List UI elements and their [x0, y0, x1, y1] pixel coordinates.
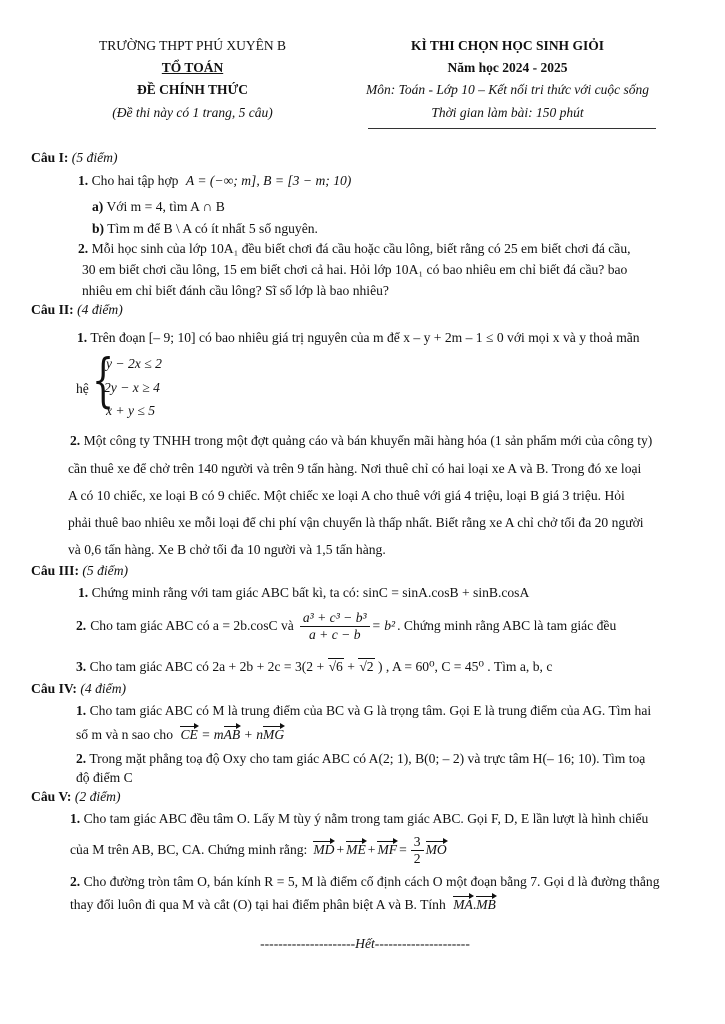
- part-number: 1.: [77, 330, 88, 345]
- set-definition: A = (−∞; m], B = [3 − m; 10): [185, 173, 352, 188]
- part-text: . Chứng minh rằng ABC là tam giác đều: [397, 618, 617, 634]
- q1-part2-line2: 30 em biết chơi cầu lông, 15 em biết chơi cả hai. Hỏi lớp 10A₁ có bao nhiêu em chỉ biết đá cầu? bao: [82, 262, 628, 277]
- school-year: Năm học 2024 - 2025: [447, 60, 568, 75]
- question-label: Câu I:: [31, 150, 69, 165]
- q5-part2-line2: [70, 897, 496, 913]
- part-number: 2.: [70, 874, 81, 889]
- question-2-heading: [31, 302, 123, 318]
- equals-sign: =: [399, 842, 407, 858]
- part-number: 2.: [78, 241, 89, 256]
- fraction-three-halves: [411, 834, 424, 866]
- part-text: Cho tam giác ABC có a = 2b.cosC và: [90, 618, 294, 634]
- q5-part1-line1: [70, 811, 648, 827]
- part-text: Trên đoạn [– 9; 10] có bao nhiêu giá trị nguyên của m để x – y + 2m – 1 ≤ 0 với mọi x và y thoả mãn: [90, 330, 640, 345]
- part-number: 1.: [76, 703, 87, 718]
- question-1-heading: [31, 150, 117, 166]
- school-name: TRƯỜNG THPT PHÚ XUYÊN B: [99, 38, 286, 53]
- subject-line: Môn: Toán - Lớp 10 – Kết nối tri thức với cuộc sống: [365, 82, 649, 97]
- question-5-heading: [31, 789, 121, 805]
- question-label: Câu V:: [31, 789, 72, 804]
- department: TỔ TOÁN: [161, 60, 224, 75]
- part-text: Mỗi học sinh của lớp 10A₁ đều biết chơi đá cầu hoặc cầu lông, biết rằng có 25 em biết chơi đá cầu,: [91, 241, 631, 256]
- system-label: hệ: [76, 381, 89, 396]
- q3-part2: [76, 610, 616, 642]
- q2-part2-line1: [70, 433, 652, 449]
- question-points: (5 điểm): [71, 150, 118, 165]
- vector-mo: MO: [425, 842, 447, 858]
- equation-rhs: = b²: [371, 618, 396, 634]
- part-text: Cho hai tập hợp: [91, 173, 179, 188]
- q1-part1b: [92, 221, 318, 237]
- part-text: Cho đường tròn tâm O, bán kính R = 5, M là điểm cố định cách O một đoạn bằng 7. Gọi d là đường thẳng: [83, 874, 660, 889]
- question-points: (4 điểm): [77, 302, 123, 317]
- q2-part2-line4: phải thuê bao nhiêu xe mỗi loại để chi phí vận chuyển là thấp nhất. Biết rằng xe A chỉ chở tối đa 20 người: [68, 515, 644, 530]
- question-label: Câu II:: [31, 302, 74, 317]
- fraction-denominator: a + c − b: [308, 626, 361, 642]
- part-text: Chứng minh rằng với tam giác ABC bất kì, ta có: sinC = sinA.cosB + sinB.cosA: [91, 585, 530, 600]
- plus-sign: +: [336, 842, 345, 858]
- part-text: Một công ty TNHH trong một đợt quảng cáo và bán khuyến mãi hàng hóa (1 sản phẩm mới của công ty): [83, 433, 653, 448]
- q5-part1-line2: [70, 834, 447, 866]
- fraction-numerator: a³ + c³ − b³: [300, 610, 370, 627]
- part-number: b): [92, 221, 105, 236]
- q5-part2-line1: [70, 874, 660, 890]
- system-inequality-1: y − 2x ≤ 2: [106, 356, 162, 371]
- q2-part1: [77, 330, 640, 346]
- vector-me: ME: [346, 842, 366, 858]
- q1-part1: [78, 173, 351, 189]
- part-number: 2.: [70, 433, 81, 448]
- q1-part2-line3: nhiêu em chỉ biết đánh cầu lông? Sĩ số lớp là bao nhiêu?: [82, 283, 389, 298]
- question-3-heading: [31, 563, 128, 579]
- system-inequality-2: 2y − x ≥ 4: [104, 380, 160, 395]
- vector-mf: MF: [377, 842, 398, 858]
- part-text: Tìm m để B \ A có ít nhất 5 số nguyên.: [107, 221, 318, 236]
- q4-part1-line2: [76, 727, 284, 743]
- part-number: 1.: [78, 173, 89, 188]
- question-points: (4 điểm): [80, 681, 127, 696]
- question-label: Câu III:: [31, 563, 79, 578]
- q4-part2-line2: độ điểm C: [76, 770, 133, 785]
- time-limit: Thời gian làm bài: 150 phút: [431, 105, 584, 120]
- header-divider: [368, 128, 656, 129]
- part-number: 1.: [78, 585, 89, 600]
- part-text: Cho tam giác ABC có M là trung điểm của BC và G là trọng tâm. Gọi E là trung điểm của AG. Tìm hai: [89, 703, 652, 718]
- vector-mg: MG: [263, 727, 285, 742]
- official-label: ĐỀ CHÍNH THỨC: [136, 82, 248, 97]
- q4-part2-line1: [76, 751, 645, 767]
- question-points: (2 điểm): [74, 789, 121, 804]
- part-number: 3.: [76, 659, 87, 674]
- dot-product: .: [472, 897, 477, 912]
- part-number: 2.: [76, 751, 87, 766]
- part-text: thay đổi luôn đi qua M và cắt (O) tại hai điểm phân biệt A và B. Tính: [70, 897, 446, 912]
- question-4-heading: [31, 681, 126, 697]
- pages-note: (Đề thi này có 1 trang, 5 câu): [112, 105, 273, 120]
- q2-part2-line5: và 0,6 tấn hàng. Xe B chở tối đa 10 người và 1,5 tấn hàng.: [68, 542, 386, 557]
- q3-part1: [78, 585, 529, 601]
- sqrt-2: √2: [359, 659, 374, 674]
- plus-sign: +: [347, 659, 355, 674]
- vector-md: MD: [313, 842, 335, 858]
- part-text: Với m = 4, tìm A ∩ B: [106, 199, 225, 214]
- part-number: 2.: [76, 618, 87, 634]
- fraction-denominator: 2: [413, 850, 421, 866]
- q1-part2-line1: [78, 241, 631, 257]
- exam-title: KÌ THI CHỌN HỌC SINH GIỎI: [411, 38, 604, 53]
- vector-mb: MB: [476, 897, 496, 912]
- part-text: của M trên AB, BC, CA. Chứng minh rằng:: [70, 842, 308, 858]
- q2-part2-line3: A có 10 chiếc, xe loại B có 9 chiếc. Một chiếc xe loại A cho thuê với giá 4 triệu, loại B giá 3 triệu. Hỏi: [68, 488, 625, 503]
- vector-ab: AB: [223, 727, 241, 742]
- fraction: [300, 610, 370, 642]
- part-number: 1.: [70, 811, 81, 826]
- plus-sign: +: [367, 842, 376, 858]
- part-text: số m và n sao cho: [76, 727, 174, 742]
- sqrt-6: √6: [328, 659, 343, 674]
- q1-part1a: [92, 199, 225, 215]
- q2-part2-line2: cần thuê xe để chở trên 140 người và trên 9 tấn hàng. Nơi thuê chỉ có hai loại xe A và B. Trong đó xe loại: [68, 461, 642, 476]
- q4-part1-line1: [76, 703, 651, 719]
- vector-ma: MA: [453, 897, 473, 912]
- part-text: Cho tam giác ABC có 2a + 2b + 2c = 3(2 +: [89, 659, 325, 674]
- system-inequality-3: x + y ≤ 5: [106, 403, 156, 418]
- system-brace: {: [92, 346, 115, 414]
- q3-part3: [76, 659, 552, 675]
- part-number: a): [92, 199, 104, 214]
- equals-m: = m: [201, 727, 224, 742]
- vector-ce: CE: [180, 727, 198, 742]
- question-points: (5 điểm): [82, 563, 129, 578]
- fraction-numerator: 3: [411, 834, 424, 851]
- plus-n: + n: [243, 727, 263, 742]
- part-text: Cho tam giác ABC đều tâm O. Lấy M tùy ý nằm trong tam giác ABC. Gọi F, D, E lần lượt là hình chiếu: [83, 811, 649, 826]
- end-marker: ---------------------Hết---------------------: [260, 936, 470, 951]
- question-label: Câu IV:: [31, 681, 77, 696]
- part-text: ) , A = 60⁰, C = 45⁰ . Tìm a, b, c: [377, 659, 553, 674]
- part-text: Trong mặt phẳng toạ độ Oxy cho tam giác ABC có A(2; 1), B(0; – 2) và trực tâm H(– 16; 10). Tìm toạ: [89, 751, 646, 766]
